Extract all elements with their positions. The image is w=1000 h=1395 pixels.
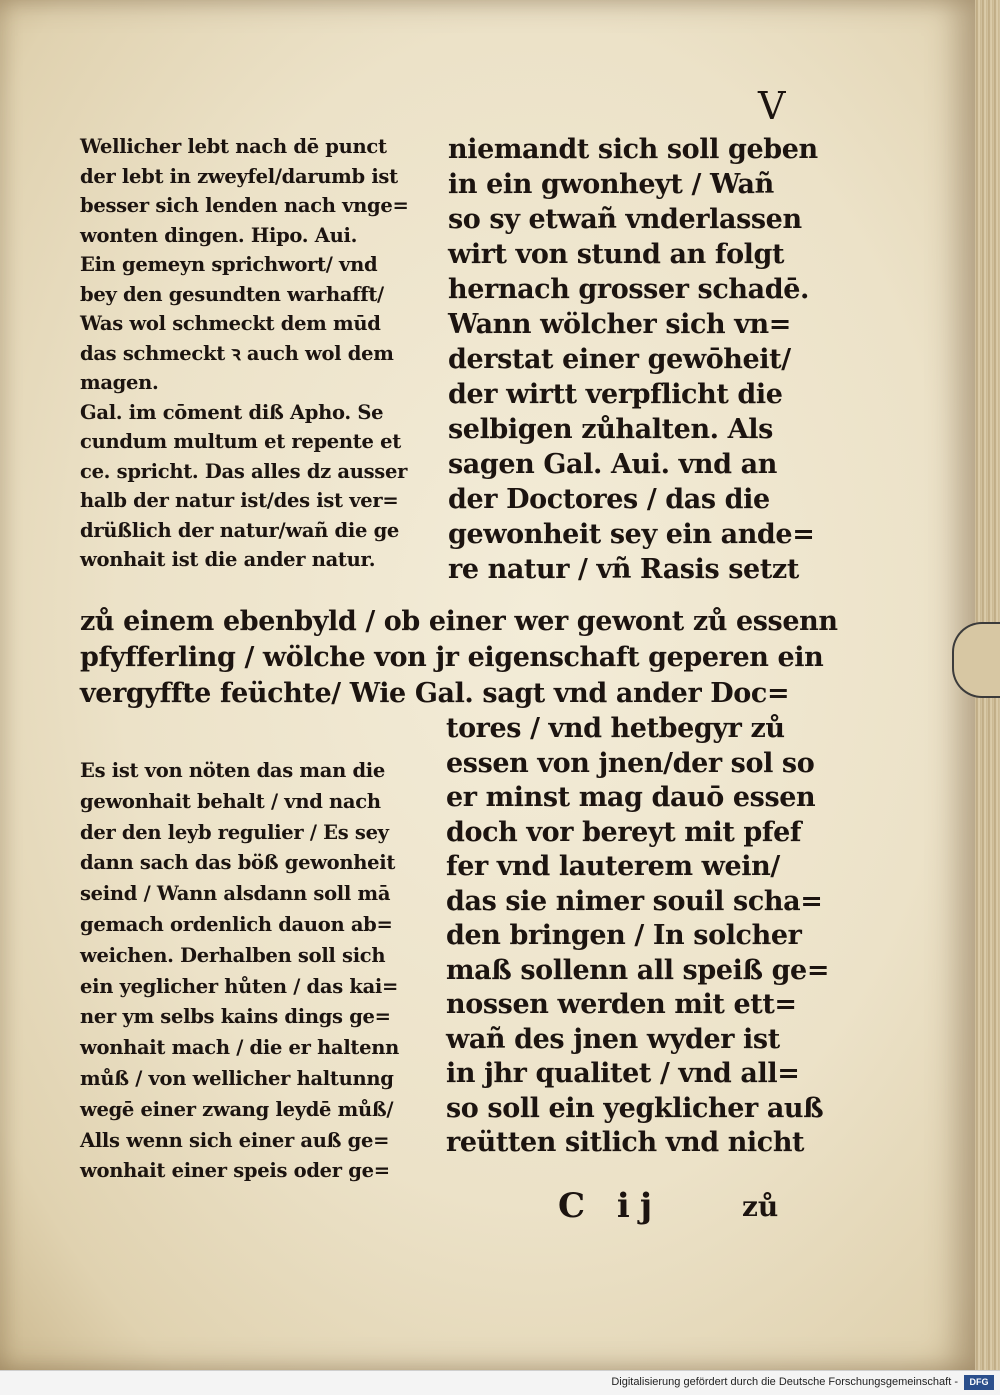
text-line: wirt von stund an folgt (448, 239, 785, 270)
folio-number: V (758, 84, 786, 128)
text-line: der lebt in zweyfel/darumb ist (80, 164, 398, 188)
clasp-tab (952, 622, 1000, 698)
text-line: re natur / vñ Rasis setzt (448, 554, 799, 585)
text-line: das schmeckt ꝛ auch wol dem (80, 341, 394, 365)
left-column-top (80, 132, 409, 575)
text-line: in ein gwonheyt / Wañ (448, 169, 774, 200)
text-line: tores / vnd hetbegyr zů (446, 713, 785, 744)
text-line: doch vor bereyt mit pfef (446, 816, 802, 848)
text-line: gewonhait behalt / vnd nach (80, 789, 381, 813)
text-line: ce. spricht. Das alles dz ausser (80, 459, 408, 483)
text-line: ein yeglicher hůten / das kai= (80, 974, 399, 998)
dfg-logo: DFG (964, 1375, 994, 1390)
footer-bar (0, 1370, 1000, 1395)
text-line: weichen. Derhalben soll sich (80, 943, 386, 967)
text-line: wonhait mach / die er haltenn (80, 1036, 400, 1060)
text-line: můß / von wellicher haltunng (80, 1066, 394, 1090)
text-line: Wellicher lebt nach dē punct (80, 135, 387, 158)
text-line: Ein gemeyn sprichwort/ vnd (80, 253, 378, 276)
text-line: wañ des jnen wyder ist (446, 1023, 780, 1055)
text-line: ner ym selbs kains dings ge= (80, 1005, 391, 1029)
text-line: halb der natur ist/des ist ver= (80, 489, 399, 512)
text-line: drüßlich der natur/wañ die ge (80, 518, 400, 542)
text-line: in jhr qualitet / vnd all= (446, 1058, 800, 1089)
text-line: cundum multum et repente et (80, 430, 401, 453)
text-line: Was wol schmeckt dem mūd (80, 312, 381, 335)
text-line: gemach ordenlich dauon ab= (80, 912, 393, 936)
text-line: fer vnd lauterem wein/ (446, 851, 780, 882)
text-line: pfyfferling / wölche von jr eigenschaft geperen ein (80, 642, 824, 673)
text-line: seind / Wann alsdann soll mā (80, 882, 391, 906)
text-line: magen. (80, 371, 159, 394)
text-line: essen von jnen/der sol so (446, 747, 815, 779)
text-line: zů einem ebenbyld / ob einer wer gewont zů essenn (80, 606, 838, 637)
left-column-bottom (80, 756, 399, 1187)
right-column-top (448, 132, 818, 587)
text-line: niemandt sich soll geben (448, 134, 818, 165)
text-line: bey den gesundten warhafft/ (80, 282, 384, 306)
text-line: wonhait ist die ander natur. (80, 548, 376, 571)
right-column-bottom (446, 712, 829, 1161)
signature-mark: C ij (558, 1186, 663, 1226)
footer-credit: Digitalisierung gefördert durch die Deutsche Forschungsgemeinschaft - (611, 1376, 958, 1388)
text-line: den bringen / In solcher (446, 920, 802, 951)
text-line: selbigen zůhalten. Als (448, 414, 773, 445)
text-line: so soll ein yegklicher auß (446, 1092, 824, 1124)
text-line: der den leyb regulier / Es sey (80, 820, 389, 844)
text-line: reütten sitlich vnd nicht (446, 1127, 805, 1158)
text-line: wonhait einer speis oder ge= (80, 1159, 390, 1183)
text-line: gewonheit sey ein ande= (448, 519, 815, 550)
text-line: wegē einer zwang leydē můß/ (80, 1097, 394, 1121)
text-line: hernach grosser schadē. (448, 274, 809, 305)
text-line: Gal. im cōment diß Apho. Se (80, 400, 384, 424)
text-line: dann sach das böß gewonheit (80, 851, 396, 875)
text-line: vergyffte feüchte/ Wie Gal. sagt vnd ander Doc= (80, 678, 790, 709)
text-line: Wann wölcher sich vn= (448, 309, 791, 340)
text-line: derstat einer gewōheit/ (448, 344, 791, 375)
text-line: er minst mag dauō essen (446, 782, 816, 813)
text-line: besser sich lenden nach vnge= (80, 194, 409, 217)
full-width-text (80, 604, 838, 712)
text-line: maß sollenn all speiß ge= (446, 954, 830, 986)
text-line: das sie nimer souil scha= (446, 885, 823, 917)
text-line: Es ist von nöten das man die (80, 759, 385, 782)
text-line: so sy etwañ vnderlassen (448, 204, 802, 235)
catchword: zů (742, 1190, 779, 1223)
text-line: Alls wenn sich einer auß ge= (80, 1128, 390, 1152)
text-line: der Doctores / das die (448, 484, 770, 515)
text-line: wonten dingen. Hipo. Aui. (80, 223, 358, 247)
text-line: sagen Gal. Aui. vnd an (448, 449, 777, 480)
text-line: nossen werden mit ett= (446, 989, 797, 1020)
text-line: der wirtt verpflicht die (448, 379, 783, 410)
